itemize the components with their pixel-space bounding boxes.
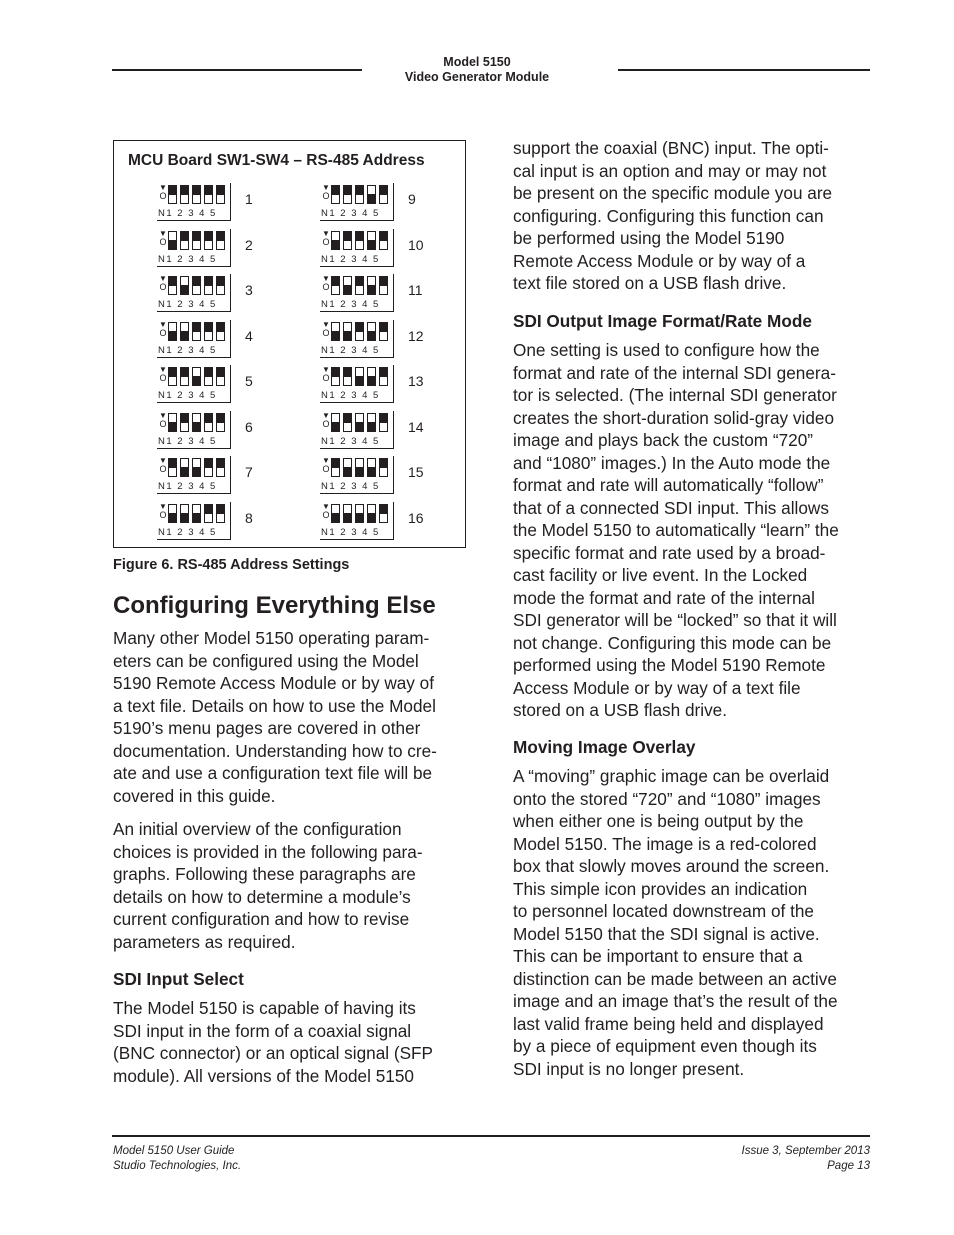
dip-toggle [216,322,225,341]
dip-toggle-knob [181,513,188,522]
dip-toggle-knob [356,513,363,522]
on-indicator [322,275,330,299]
switch-numbers: N1 2 3 4 5 [158,481,217,492]
dip-toggle-knob [356,376,363,385]
address-label: 11 [408,282,423,298]
header-model: Model 5150 [443,55,511,69]
dip-toggle [379,413,388,432]
dip-toggle-knob [193,232,200,241]
on-label: O [322,464,330,474]
dip-toggle-knob [368,422,375,431]
on-indicator [322,184,330,208]
dip-toggle-knob [368,376,375,385]
dip-toggle [355,231,364,250]
dip-toggle-knob [193,186,200,195]
dip-toggle-knob [380,232,387,241]
dip-toggle [180,367,189,386]
arrow-down-icon: ▼ [159,228,167,238]
dip-toggle [343,458,352,477]
on-label: O [322,282,330,292]
dip-toggle-knob [169,422,176,431]
dip-toggle [192,231,201,250]
dip-toggle [180,185,189,204]
arrow-down-icon: ▼ [322,183,330,192]
dip-toggle [204,504,213,523]
dip-toggle-knob [344,232,351,241]
dip-switch [320,274,394,312]
dip-switch [320,456,394,494]
dip-toggle-knob [380,277,387,286]
on-label: O [159,327,167,338]
dip-toggle [216,185,225,204]
dip-toggle [216,504,225,523]
on-label: O [159,236,167,247]
dip-toggle-knob [205,414,212,423]
on-indicator [322,412,330,436]
dip-toggle [367,231,376,250]
dip-toggle [180,413,189,432]
dip-toggle [367,504,376,523]
switch-numbers: N1 2 3 4 5 [158,435,217,447]
dip-toggle [180,231,189,250]
dip-toggle [180,504,189,523]
on-label: O [159,418,167,429]
address-label: 16 [408,509,424,526]
dip-toggle-knob [380,459,387,468]
on-label: O [322,373,330,383]
on-indicator [322,321,330,345]
dip-toggle-knob [344,414,351,423]
dip-switch [320,411,394,449]
dip-toggle-knob [181,331,188,340]
dip-toggle-knob [344,331,351,340]
dip-toggle-knob [193,376,200,385]
switch-numbers: N1 2 3 4 5 [158,299,217,310]
dip-toggle-knob [356,323,363,332]
arrow-down-icon: ▼ [159,410,167,420]
dip-toggle [192,276,201,295]
dip-toggle-knob [344,513,351,522]
on-label: O [159,509,167,520]
arrow-down-icon: ▼ [159,456,167,465]
switch-numbers: N1 2 3 4 5 [321,344,380,356]
switch-numbers: N1 2 3 4 5 [321,208,380,219]
dip-toggle-knob [380,505,387,514]
switch-numbers: N1 2 3 4 5 [321,435,380,447]
dip-toggle [204,367,213,386]
switch-numbers: N1 2 3 4 5 [158,208,217,219]
dip-toggle [168,276,177,295]
dip-switch [157,502,231,540]
dip-toggle [331,413,340,432]
on-label: O [159,373,167,383]
dip-toggle [355,413,364,432]
dip-toggle [355,504,364,523]
dip-toggle-knob [169,459,176,468]
on-label: O [322,236,330,247]
arrow-down-icon: ▼ [322,365,330,374]
dip-toggle-knob [169,368,176,377]
on-indicator [159,503,167,527]
left-paragraph-3: The Model 5150 is capable of having its SDI input in the form of a coaxial signal (BNC connector) or an optical signal (SFP module). All versions of the Model 5150 [113,998,434,1086]
address-label: 7 [245,464,253,480]
dip-toggle-knob [181,414,188,423]
dip-toggle [331,276,340,295]
dip-toggle [331,367,340,386]
right-paragraph-3: A “moving” graphic image can be overlaid onto the stored “720” and “1080” images when either one is being output by the Model 5150. The image is a red-colored box that slowly moves around the screen. This simple icon provides an indication to personnel located downstream of the Model 5150 that the SDI signal is active. This can be important to ensure that a distinction can be made between an active image and an image that’s the result of the last valid frame being held and displayed by a piece of equipment even though its SDI input is no longer present. [513,766,838,1079]
dip-toggle [367,413,376,432]
arrow-down-icon: ▼ [159,501,167,511]
address-label: 2 [245,236,253,253]
dip-toggle-knob [169,331,176,340]
footer-guide-title: Model 5150 User Guide [113,1145,235,1157]
dip-switch [320,365,394,403]
dip-toggle [367,185,376,204]
switch-numbers: N1 2 3 4 5 [321,481,380,492]
dip-toggle-knob [332,368,339,377]
dip-toggle-knob [193,422,200,431]
dip-toggle-knob [181,368,188,377]
dip-switch [157,183,231,221]
right-paragraph-2: One setting is used to configure how the format and rate of the internal SDI genera- tor is selected. (The internal SDI generator creates the short-duration solid-gray video image and plays back the custom “720” and “1080” images.) In the Auto mode the format and rate will automatically “follow” that of a connected SDI input. This allows the Model 5150 to automatically “learn” the specific format and rate used by a broad- cast facility or live event. In the Locked mode the format and rate of the internal SDI generator will be “locked” so that it will not change. Configuring this mode can be performed using the Model 5190 Remote Access Module or by way of a text file stored on a USB flash drive. [513,340,839,720]
on-label: O [322,509,330,520]
dip-toggle [204,231,213,250]
dip-toggle [355,276,364,295]
switch-numbers: N1 2 3 4 5 [321,526,380,538]
dip-toggle [367,322,376,341]
dip-toggle-knob [356,186,363,195]
dip-toggle-knob [332,459,339,468]
switch-numbers: N1 2 3 4 5 [158,253,217,265]
dip-toggle [192,185,201,204]
on-label: O [159,282,167,292]
switch-numbers: N1 2 3 4 5 [158,390,217,401]
switch-numbers: N1 2 3 4 5 [158,344,217,356]
dip-toggle-knob [205,232,212,241]
dip-toggle [168,458,177,477]
dip-toggle [168,413,177,432]
dip-toggle [331,185,340,204]
dip-toggle-knob [205,459,212,468]
left-paragraph-2: An initial overview of the configuration choices is provided in the following para- graphs. Following these paragraphs are details on how to determine a module’s current configuration and how to revise parameters as required. [113,819,423,952]
arrow-down-icon: ▼ [322,274,330,283]
dip-toggle [168,231,177,250]
dip-toggle [379,367,388,386]
on-indicator [322,366,330,390]
address-label: 3 [245,282,253,298]
dip-toggle [379,504,388,523]
right-paragraph-1: support the coaxial (BNC) input. The opti- cal input is an option and may or may not be present on the specific module you are configuring. Configuring this function can be performed using the Model 5190 Remote Access Module or by way of a text file stored on a USB flash drive. [513,138,833,293]
dip-switch [320,229,394,267]
dip-toggle [168,185,177,204]
dip-toggle-knob [380,323,387,332]
address-label: 12 [408,327,424,344]
dip-switch [157,365,231,403]
on-indicator [159,366,167,390]
on-indicator [159,275,167,299]
dip-toggle [204,185,213,204]
figure-caption: Figure 6. RS-485 Address Settings [113,557,350,573]
dip-toggle-knob [356,422,363,431]
arrow-down-icon: ▼ [322,228,330,238]
arrow-down-icon: ▼ [159,319,167,329]
dip-toggle [168,322,177,341]
dip-toggle [192,322,201,341]
dip-switch [157,229,231,267]
dip-toggle [180,322,189,341]
dip-toggle [343,413,352,432]
figure-title: MCU Board SW1-SW4 – RS-485 Address [128,152,425,169]
address-label: 8 [245,509,253,526]
dip-toggle [379,276,388,295]
dip-switch [157,320,231,358]
figure-box [113,140,466,548]
dip-toggle-knob [193,513,200,522]
footer-rule [112,1135,870,1137]
dip-toggle-knob [181,232,188,241]
dip-switch [157,274,231,312]
header-subtitle: Video Generator Module [404,70,550,84]
address-label: 1 [245,191,253,207]
dip-toggle-knob [169,513,176,522]
arrow-down-icon: ▼ [322,456,330,465]
footer-company: Studio Technologies, Inc. [113,1160,242,1172]
dip-toggle-knob [181,467,188,476]
dip-toggle-knob [169,186,176,195]
address-label: 10 [408,236,424,253]
dip-toggle-knob [332,513,339,522]
switch-numbers: N1 2 3 4 5 [321,299,380,310]
dip-toggle [216,231,225,250]
dip-toggle-knob [368,467,375,476]
left-paragraph-1: Many other Model 5150 operating param- eters can be configured using the Model 5190 Remote Access Module or by way of a text file. Details on how to use the Model 5190’s menu pages are covered in other documentation. Understanding how to cre- ate and use a configuration text file will be covered in this guide. [113,628,437,806]
subheading-sdi-output-mode: SDI Output Image Format/Rate Mode [513,311,812,331]
dip-toggle [192,413,201,432]
dip-toggle-knob [217,186,224,195]
dip-toggle [331,458,340,477]
address-label: 15 [408,464,424,480]
dip-toggle-knob [181,186,188,195]
dip-toggle [168,504,177,523]
dip-toggle [192,504,201,523]
arrow-down-icon: ▼ [322,410,330,420]
arrow-down-icon: ▼ [322,501,330,511]
dip-switch [320,320,394,358]
address-label: 6 [245,418,253,435]
dip-toggle-knob [344,186,351,195]
footer-issue: Issue 3, September 2013 [741,1145,870,1157]
dip-toggle [204,458,213,477]
dip-toggle-knob [205,186,212,195]
dip-toggle-knob [193,467,200,476]
dip-toggle [343,322,352,341]
dip-toggle [379,231,388,250]
dip-toggle-knob [205,505,212,514]
dip-toggle-knob [217,414,224,423]
arrow-down-icon: ▼ [159,274,167,283]
dip-toggle-knob [205,277,212,286]
on-label: O [322,191,330,201]
dip-toggle [216,413,225,432]
on-indicator [322,503,330,527]
arrow-down-icon: ▼ [159,365,167,374]
dip-toggle [331,231,340,250]
dip-toggle-knob [368,331,375,340]
dip-toggle-knob [205,323,212,332]
dip-toggle-knob [344,368,351,377]
dip-toggle-knob [217,368,224,377]
on-indicator [159,457,167,481]
dip-toggle-knob [217,505,224,514]
dip-toggle-knob [169,240,176,249]
subheading-moving-image-overlay: Moving Image Overlay [513,737,696,757]
dip-switch [157,411,231,449]
dip-toggle-knob [332,331,339,340]
dip-switch [157,456,231,494]
dip-toggle-knob [169,277,176,286]
dip-toggle [331,322,340,341]
dip-toggle-knob [344,467,351,476]
dip-toggle-knob [356,232,363,241]
on-label: O [322,418,330,429]
dip-toggle [216,458,225,477]
dip-toggle [367,367,376,386]
on-indicator [322,457,330,481]
dip-toggle [168,367,177,386]
on-indicator [159,184,167,208]
dip-toggle [180,276,189,295]
dip-toggle [216,367,225,386]
dip-toggle-knob [380,414,387,423]
on-label: O [159,464,167,474]
dip-toggle [379,185,388,204]
dip-toggle [204,413,213,432]
arrow-down-icon: ▼ [322,319,330,329]
dip-toggle-knob [332,422,339,431]
switch-numbers: N1 2 3 4 5 [321,253,380,265]
address-label: 9 [408,191,416,207]
dip-switch [320,502,394,540]
dip-toggle-knob [217,232,224,241]
dip-switch [320,183,394,221]
dip-toggle-knob [193,323,200,332]
dip-toggle-knob [380,368,387,377]
dip-toggle [204,322,213,341]
dip-toggle [379,458,388,477]
dip-toggle-knob [332,186,339,195]
switch-numbers: N1 2 3 4 5 [158,526,217,538]
dip-toggle-knob [356,277,363,286]
section-heading: Configuring Everything Else [113,592,436,619]
on-indicator [159,321,167,345]
on-indicator [322,230,330,254]
dip-toggle [192,458,201,477]
address-label: 13 [408,373,424,389]
dip-toggle-knob [380,186,387,195]
footer-page: Page 13 [827,1160,870,1172]
subheading-sdi-input-select: SDI Input Select [113,969,244,989]
dip-toggle-knob [217,277,224,286]
dip-toggle [204,276,213,295]
dip-toggle [331,504,340,523]
dip-toggle [367,458,376,477]
dip-toggle [343,367,352,386]
switch-numbers: N1 2 3 4 5 [321,390,380,401]
dip-toggle-knob [368,513,375,522]
on-label: O [322,327,330,338]
dip-toggle [355,367,364,386]
dip-toggle-knob [217,323,224,332]
dip-toggle-knob [332,277,339,286]
dip-toggle [180,458,189,477]
address-label: 5 [245,373,253,389]
dip-toggle-knob [205,368,212,377]
dip-toggle [343,276,352,295]
dip-toggle-knob [217,459,224,468]
on-label: O [159,191,167,201]
dip-toggle-knob [193,277,200,286]
address-label: 4 [245,327,253,344]
dip-toggle-knob [368,240,375,249]
dip-toggle [355,458,364,477]
dip-toggle [355,322,364,341]
dip-toggle-knob [344,285,351,294]
dip-toggle-knob [368,285,375,294]
dip-toggle [379,322,388,341]
dip-toggle [343,185,352,204]
arrow-down-icon: ▼ [159,183,167,192]
dip-toggle [343,231,352,250]
dip-toggle [355,185,364,204]
dip-toggle-knob [356,467,363,476]
dip-toggle-knob [368,194,375,203]
dip-toggle [343,504,352,523]
dip-toggle [367,276,376,295]
address-label: 14 [408,418,424,435]
dip-toggle-knob [332,240,339,249]
dip-toggle [192,367,201,386]
on-indicator [159,412,167,436]
on-indicator [159,230,167,254]
dip-toggle [216,276,225,295]
dip-toggle-knob [181,285,188,294]
